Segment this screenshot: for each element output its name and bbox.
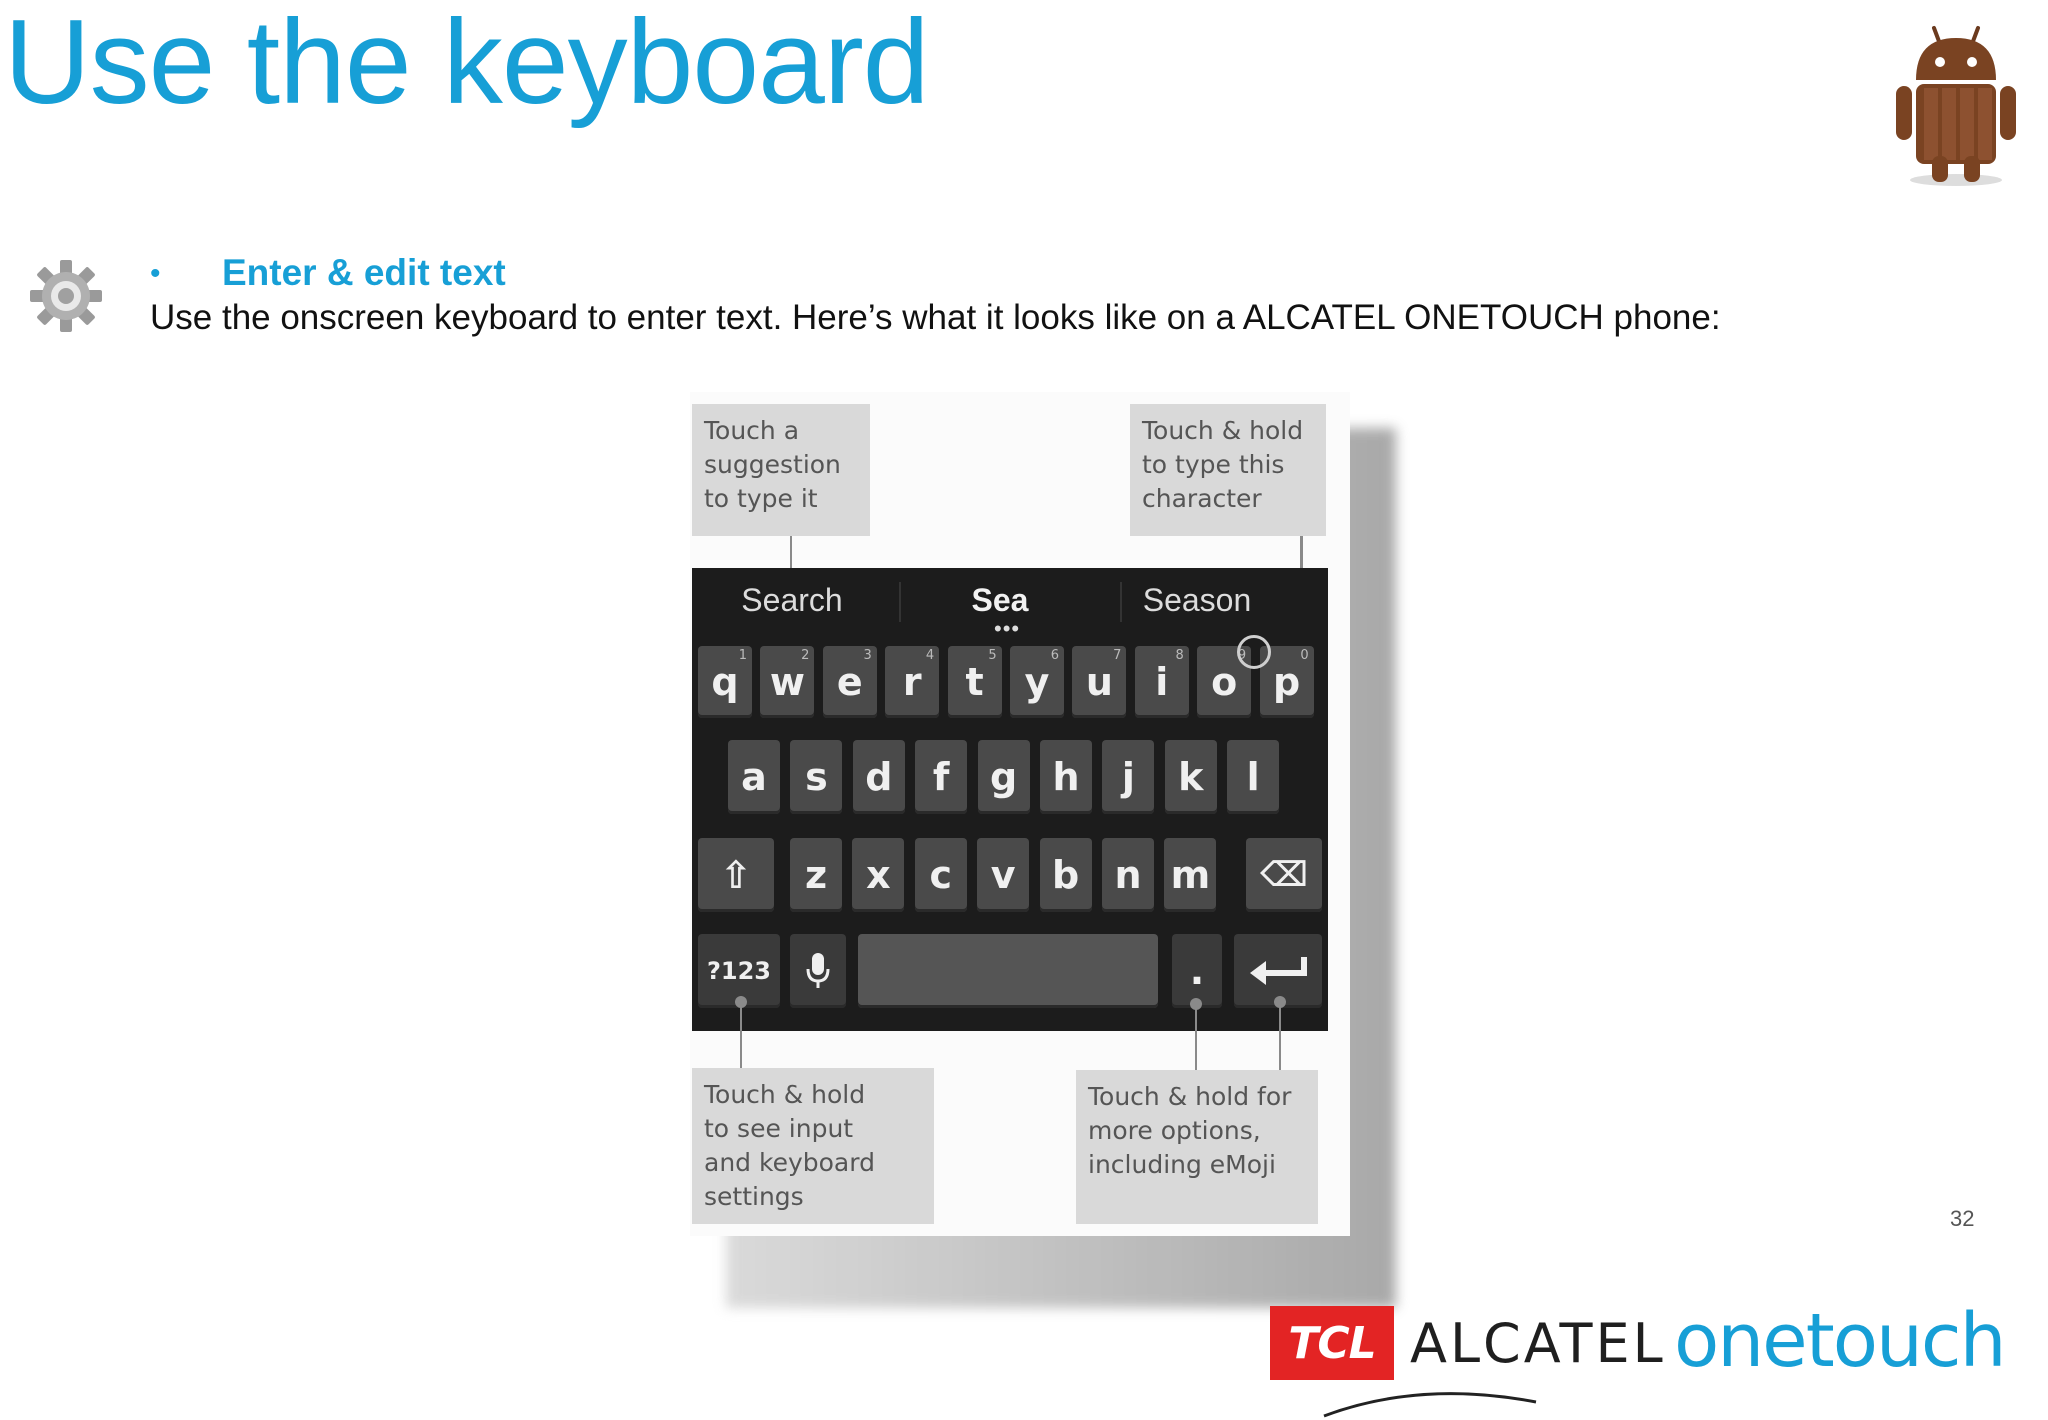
suggestion-season[interactable]: Season bbox=[1142, 582, 1252, 618]
android-kitkat-logo bbox=[1876, 20, 2036, 190]
callout-line: Touch & hold bbox=[704, 1080, 866, 1109]
callout-line: to see input bbox=[704, 1114, 854, 1143]
key-number-hint: 4 bbox=[925, 648, 935, 663]
callout-line: more options, bbox=[1088, 1116, 1261, 1145]
key-label: t bbox=[965, 660, 984, 704]
key-k[interactable]: k bbox=[1165, 740, 1217, 814]
symbols-key[interactable]: ?123 bbox=[698, 934, 780, 1008]
period-key[interactable]: . bbox=[1172, 934, 1222, 1008]
tcl-logo bbox=[1270, 1306, 1394, 1380]
callout-line: character bbox=[1142, 484, 1262, 513]
key-a[interactable]: a bbox=[728, 740, 780, 814]
key-e[interactable] bbox=[823, 646, 877, 718]
space-key[interactable] bbox=[858, 934, 1158, 1008]
callout-line: settings bbox=[704, 1182, 804, 1211]
key-label: y bbox=[1024, 660, 1050, 704]
key-number-hint: 7 bbox=[1113, 648, 1122, 663]
callout-line: including eMoji bbox=[1088, 1150, 1276, 1179]
key-f[interactable]: f bbox=[915, 740, 967, 814]
key-number-hint: 2 bbox=[801, 648, 810, 663]
key-number-hint: 9 bbox=[1237, 648, 1247, 663]
key-r[interactable] bbox=[885, 646, 939, 718]
section-body: Use the onscreen keyboard to enter text. Here’s what it looks like on a ALCATEL ONETOUCH phone: bbox=[150, 298, 1721, 337]
microphone-icon bbox=[805, 951, 831, 991]
key-label: w bbox=[769, 660, 805, 704]
suggestion-search[interactable]: Search bbox=[741, 582, 843, 618]
return-arrow-icon bbox=[1246, 953, 1310, 989]
key-number-hint: 6 bbox=[1050, 648, 1059, 663]
key-m[interactable]: m bbox=[1164, 838, 1216, 912]
callout-hold-character bbox=[1130, 404, 1326, 536]
connector-line bbox=[1195, 1004, 1197, 1070]
key-number-hint: 1 bbox=[738, 648, 747, 663]
key-b[interactable]: b bbox=[1040, 838, 1092, 912]
key-u[interactable] bbox=[1072, 646, 1126, 718]
key-t[interactable] bbox=[948, 646, 1002, 718]
key-i[interactable] bbox=[1135, 646, 1189, 718]
microphone-key[interactable] bbox=[790, 934, 846, 1008]
callout-line: Touch & hold bbox=[1142, 416, 1304, 445]
callout-line: to type this bbox=[1142, 450, 1285, 479]
key-label: p bbox=[1272, 660, 1301, 704]
key-v[interactable]: v bbox=[977, 838, 1029, 912]
key-s[interactable]: s bbox=[790, 740, 842, 814]
key-n[interactable]: n bbox=[1102, 838, 1154, 912]
connector-line bbox=[1279, 1002, 1281, 1070]
backspace-key[interactable] bbox=[1246, 838, 1322, 912]
callout-suggestion bbox=[692, 404, 870, 536]
gear-icon bbox=[26, 256, 106, 336]
callout-input-settings bbox=[692, 1068, 934, 1224]
callout-line: Touch & hold for bbox=[1088, 1082, 1292, 1111]
key-j[interactable]: j bbox=[1102, 740, 1154, 814]
onetouch-text: onetouch bbox=[1674, 1298, 2005, 1384]
key-w[interactable] bbox=[760, 646, 814, 718]
key-label: e bbox=[836, 660, 863, 704]
key-y[interactable] bbox=[1010, 646, 1064, 718]
shift-key[interactable] bbox=[698, 838, 774, 912]
key-q[interactable] bbox=[698, 646, 752, 718]
key-x[interactable]: x bbox=[852, 838, 904, 912]
suggestion-bar bbox=[692, 568, 1328, 641]
backspace-icon: ⌫ bbox=[1259, 855, 1309, 895]
connector-line bbox=[740, 1002, 742, 1068]
hold-indicator-circle bbox=[1237, 635, 1271, 669]
bullet: • bbox=[150, 257, 161, 290]
section-heading: Enter & edit text bbox=[222, 252, 506, 293]
callout-line: to type it bbox=[704, 484, 818, 513]
key-number-hint: 8 bbox=[1175, 648, 1184, 663]
key-label: u bbox=[1085, 660, 1113, 704]
keyboard-figure bbox=[690, 392, 1360, 1272]
key-label: o bbox=[1211, 660, 1238, 704]
tcl-text: TCL bbox=[1288, 1317, 1376, 1369]
key-h[interactable]: h bbox=[1040, 740, 1092, 814]
key-number-hint: 0 bbox=[1300, 648, 1309, 663]
shift-icon: ⇧ bbox=[720, 853, 752, 897]
suggestion-sea[interactable]: Sea bbox=[971, 582, 1029, 618]
more-suggestions-icon[interactable]: ••• bbox=[994, 616, 1021, 641]
callout-more-options bbox=[1076, 1070, 1318, 1224]
key-label: q bbox=[711, 660, 739, 704]
alcatel-onetouch-logo bbox=[1270, 1298, 2005, 1416]
callout-line: suggestion bbox=[704, 450, 841, 479]
onscreen-keyboard bbox=[692, 568, 1328, 1031]
key-label: i bbox=[1155, 660, 1169, 704]
key-label: r bbox=[902, 660, 922, 704]
swoosh-decoration bbox=[1320, 1380, 1540, 1420]
key-z[interactable]: z bbox=[790, 838, 842, 912]
page-number: 32 bbox=[1950, 1206, 1975, 1231]
callout-line: and keyboard bbox=[704, 1148, 875, 1177]
key-c[interactable]: c bbox=[915, 838, 967, 912]
key-g[interactable]: g bbox=[978, 740, 1030, 814]
key-number-hint: 5 bbox=[988, 648, 997, 663]
callout-line: Touch a bbox=[704, 416, 800, 445]
page-title: Use the keyboard bbox=[4, 0, 929, 129]
alcatel-text: ALCATEL bbox=[1410, 1312, 1666, 1375]
key-l[interactable]: l bbox=[1227, 740, 1279, 814]
key-number-hint: 3 bbox=[863, 648, 872, 663]
key-d[interactable]: d bbox=[853, 740, 905, 814]
